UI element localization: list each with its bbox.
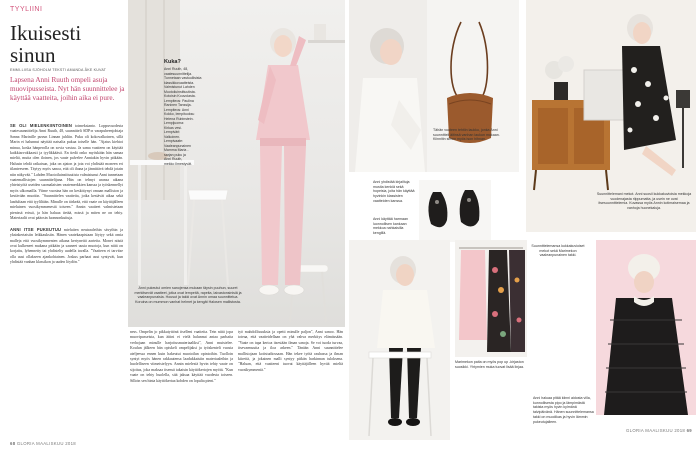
fact-line: mekko Ilmestyvät.: [164, 161, 193, 166]
black-shoe-left: [428, 192, 447, 227]
byline: EMMI-LIISA SJÖHOLM TEKSTI AMANDA ÅKE KUVAT: [10, 68, 107, 72]
magazine-name-left: GLORIA MAALISKUU 2018: [16, 441, 76, 446]
knit-sweater: [377, 290, 435, 348]
shoes-illustration: [419, 180, 491, 242]
woman-pink-suit: [256, 28, 310, 295]
fact-box: [164, 59, 222, 166]
body-text-2: mieluiten neutraaleihin sävyihin ja yksinkertaisiin leikkauksiin. Hänen vaatekaapistaan löytyy sekä omia malleja että vuosikymmenten aikana kertyneitä aarteita. Monet niistä ovat kulkeneet mukana pitkään ja saaneet uusia muotoja, kun niitä on korjattu, lyhennetty tai yhdistelty uudella tavalla. "Vaatteen ei tarvitse olla uusi ollakseen ajankohtainen. Joskus parhaat asut syntyvät, kun yhdistää vanhan klassikon ja uuden löydön.": [10, 227, 123, 265]
fact-line: Raninen Tanssija.: [164, 103, 192, 107]
fact-line: Valmistunut Lahden: [164, 85, 195, 89]
bag-illustration: [349, 0, 519, 172]
fact-line: Kotoisin Kouvolasta.: [164, 94, 196, 98]
sofa-photo: [526, 0, 696, 232]
page-number-right: 69: [686, 428, 692, 433]
fact-line: Anni Ruuth, 48,: [164, 67, 189, 71]
sofa-caption: Suunnittelemani mekot. Anni suosii kukkakuvioisia mekkoja vuodenajasta riippumatta, ja usein ne ovat itsesuunnittelemia. Kuvassa myös Annin kotimaisemaa ja vanhoja huonekaluja.: [596, 192, 692, 211]
section-tag: TYYLIINI: [10, 6, 43, 13]
fact-line: Mamma Maria -: [164, 148, 189, 152]
fact-line: Lempivaate:: [164, 139, 184, 143]
coat-caption: Anni haluaa pitää kiinni aidosta villa, kunnollisesta pipo ja lämpimästä takista myös hyvin kylmänä talvipäivänä. Hänen suunnittelemansa takki on muodikas ja hyvin lämmin pukeutujalleen.: [533, 396, 594, 424]
fact-line: Lempiteos: Anni: [164, 107, 189, 112]
rack-photo: [455, 240, 527, 357]
fact-line: Muotoiluinstituutista.: [164, 89, 196, 94]
body-column-1: [10, 123, 123, 438]
fact-line: vaatesuunnittelija.: [164, 71, 193, 76]
body-lead: SE OLI MIELENKIINTOINEN: [10, 123, 73, 128]
fact-line: Vaaleanpunainen: [164, 143, 191, 148]
white-chair: [369, 352, 431, 358]
fact-line: Helena Rubinstein.: [164, 116, 194, 121]
body-lead-2: ANNI ITSE PUKEUTUU: [10, 226, 62, 232]
folio-right: [596, 428, 692, 433]
bag-strap: [451, 22, 461, 98]
folio-left: [10, 441, 76, 446]
magazine-name-right: GLORIA MAALISKUU 2018: [626, 428, 686, 433]
fact-line: sarjan puku ja: [164, 152, 186, 157]
fact-line: Kirkas vesi.: [164, 125, 182, 130]
chair-photo: [349, 240, 450, 440]
fact-line: Tunnetaan vastuullisista: [164, 76, 202, 80]
coat-illustration: [596, 240, 696, 415]
lede: Lapsena Anni Ruuth ompeli asuja muovipusseista. Nyt hän suunnittelee ja käyttää vaatteita, joihin aika ei pure.: [10, 76, 125, 102]
rack-illustration: [455, 240, 527, 357]
fact-line: Lempiväri:: [164, 130, 181, 134]
chair: [188, 190, 228, 200]
bag-caption: Tähän vuoteen tehtiin laukku, jonka Anni suunnitteli äitinsä vanhan laukun mukaan. Kiinnitin siihen myös ison hihnan.: [433, 128, 500, 142]
black-shoe-right: [460, 190, 480, 227]
shoes-caption: Anni yhdistää kirjailtuja mustia kenkiä sekä hopeisia, joita hän käyttää hyvinkin klassisten vaatteiden kanssa.: [373, 180, 415, 203]
shoes-photo: [419, 180, 491, 242]
fact-box-title: Kuka?: [164, 59, 181, 65]
shoes-caption-2: Anni käyttää harmaan luonnollisen kankaan mekkoa nahkaisilla kengillä.: [373, 217, 408, 236]
hero-caption: Anni pukeutui omien sanojensa mukaan täysin puuhun, suuret merkitsevät vaatteet, jotka ovat lempeitä, rapeita, laivastonsinisiä ja vaaleanpunaisia. Housut ja takki ovat Annin omaa suunnittelua. Koruina on mummon vanhat helmet ja kengät Halosen mallistosta.: [134, 286, 242, 305]
fact-line: Anni Ruuth,: [164, 157, 183, 161]
chair-illustration: [349, 240, 450, 440]
coat-photo: [596, 240, 696, 415]
body-text: toimeksianto. Loppuvuodesta vaatesuunnittelija Anni Ruuth, 48, suunnitteli SDP:n varapuheenjohtaja Sanna Marinille puvun Linnan juhliin. Puku oli kokovalkoinen, sillä Marin ei halunnut näyttää natsalta pukua toiselle hän. "Ajatus kiehtoi minua, koska hänperolla on sovia vastuu. Ja sama vaatteen on käyttää kaikkiarvokkaasti ja tyylikkäästi. En tiedä onko myöskään hän samaa mieltä, mutta olen iloinen, jos vaate palvelee Anniakin hyvin pitkään. Halusin tehdä ratkaisun, joka on ajaton ja jota voi yhdistää moneen eri tilanteeseen. Täytyy myös sanoa, että oli ihana ja jännittävä tehdä jotain niin näkyvää." Lahden Muotoiluinstituutista valmistunut Anni tunnetaan vaatemallistojen suunnittelijana. Hän on tehnyt uransa aikana yhteistyötä useiden suomalaisten vaatemerkkien kanssa ja työskennellyt myös ulkomailla. Viime vuosina hän on keskittynyt omaan malliston ja kestävään muotiin. "Suunnittelen vaatteita, jotka kestävät aikaa sekä laadultaan että tyyliltään. Minulle on tärkeää, että vaate on käyttäjälleen mieluinen vuosikymmenestä toiseen." Annin vaatteet valmistetaan pienissä erissä, ja hän haluaa tietää, missä ja miten ne on tehty. Materiaalit ovat pääosin luonnonkuituja.: [10, 124, 123, 220]
page-title: Ikuisesti sinun: [10, 21, 82, 67]
fact-line: Valkoinen.: [164, 134, 181, 139]
page-number-left: 68: [10, 441, 16, 446]
vase: [554, 82, 568, 100]
hero-illustration: [128, 0, 345, 327]
bag-photo: [349, 0, 519, 172]
floral-dress-2: [509, 250, 525, 352]
floral-dress-1: [487, 250, 511, 352]
hero-photo: [128, 0, 345, 327]
rack-caption-2: Marimekon paita on myös pop up -kirjaston suosikki. Yhtymien muka tuovat lisää linjaa.: [455, 360, 525, 369]
pink-coat: [459, 250, 487, 340]
fact-line: Lempiteos: Paulina: [164, 98, 194, 103]
wall-shelf: [308, 40, 345, 43]
fact-line: Kokko, lempituoksu: [164, 112, 195, 116]
rack-caption: Suunnittelemansa kukkakuvioiset mekot sekä Marimekon vaaleanpunainen takki.: [531, 244, 585, 258]
fact-line: klassikkovaatteista.: [164, 80, 195, 85]
fact-box-body: [164, 67, 222, 166]
body-column-3: työ mahdollisuuksia ja opetti minulle paljon", Anni sanoo. Hän toteaa, että vaatteidellaan on yhä vahva merkitys elämässään. "Vaate on tapa kertoa itsestään ilman sanoja. Se voi tuoda turvaa, itsevarmuutta ja iloa arkeen." Tänään Anni suunnittelee mallistojaan kotistudiossaan. Hän tekee työtä rauhassa ja ilman kiirettä, ja jokainen malli syntyy pitkän harkinnan tuloksena. "Haluan, että vaatteeni tuovat käyttäjälleen hyvää mieltä vuosikymmeniä.": [238, 330, 343, 372]
body-column-2: ness. Ompelin jo pikkutyttönä itselleni vaatteita. Tein niitä jopa muovipusseista, kun äitini ei vielä halunnut antaa parhaita verhojaan minulle harjoitusmateriaaliksi", Anni muistelee. Koulun jälkeen hän opiskeli ompelijaksi ja työskenteli vuosia ateljeessa ennen kuin hakeutui muotoilun opintoihin. Tuolloin syntyi myös hänen rakkautensa laadukkaisiin materiaaleihin ja huolelliseen viimeistelyyn. Annin mielestä hyvin tehty vaate on sijoitus, joka maksaa itsensä takaisin käyttökertojen myötä. "Kun vaate on tehty huolella, sitä jaksaa käyttää vuodesta toiseen. Silloin sen hinta käyttökertaa kohden on lopulta pieni.": [130, 330, 233, 383]
fact-line: Lempijuoma:: [164, 121, 185, 125]
